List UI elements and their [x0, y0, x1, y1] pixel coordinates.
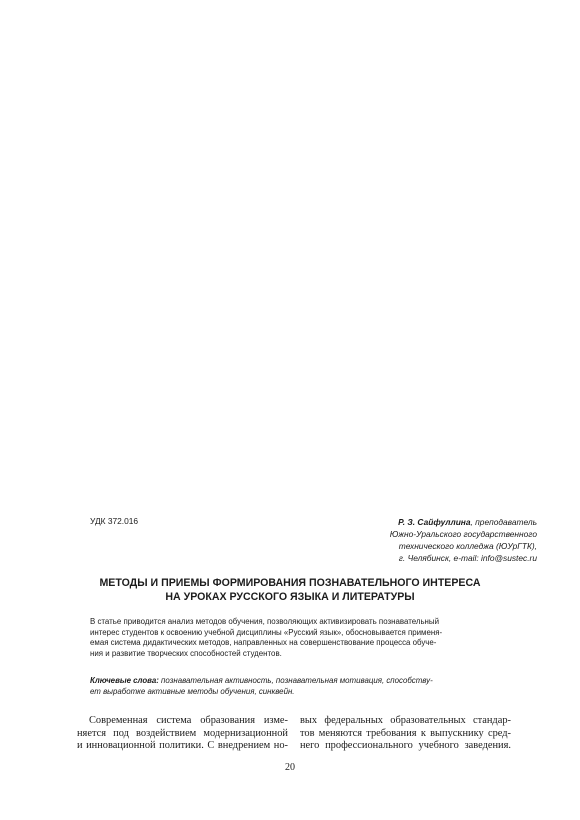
body-line: няется под воздействием модернизационной [77, 727, 288, 739]
body-line: тов меняются требования к выпускнику сред- [300, 727, 511, 739]
body-line: вых федеральных образовательных стандар- [300, 715, 511, 726]
author-affiliation-2: технического колледжа (ЮУрГТК), [398, 541, 537, 551]
keywords-label: Ключевые слова: [90, 676, 159, 685]
title-line: НА УРОКАХ РУССКОГО ЯЗЫКА И ЛИТЕРАТУРЫ [165, 591, 415, 603]
abstract-line: интерес студентов к освоению учебной дисциплины «Русский язык», обосновывается применя- [90, 627, 443, 637]
body-line: Современная система образования изме- [89, 715, 288, 726]
keywords-line: ет выработке активные методы обучения, синквейн. [90, 686, 295, 696]
title-line: МЕТОДЫ И ПРИЕМЫ ФОРМИРОВАНИЯ ПОЗНАВАТЕЛЬНОГО ИНТЕРЕСА [99, 577, 481, 589]
udk-code: УДК 372.016 [90, 516, 139, 526]
abstract-line: ния и развитие творческих способностей студентов. [90, 648, 282, 658]
body-line: него профессионального учебного заведения. [300, 740, 511, 752]
article-title [60, 576, 520, 604]
abstract-line: емая система дидактических методов, направленных на совершенствование процесса обуче- [90, 638, 437, 648]
body-column-right [300, 715, 511, 753]
body-line: и инновационной политики. С внедрением но- [77, 740, 288, 752]
page-number: 20 [285, 762, 295, 773]
author-position: , преподаватель [470, 517, 537, 527]
author-line [277, 516, 537, 528]
author-affiliation-1: Южно-Уральского государственного [389, 529, 537, 539]
body-column-left [77, 715, 288, 753]
author-city-email: г. Челябинск, e-mail: info@sustec.ru [398, 553, 537, 563]
author-block [277, 516, 537, 564]
keywords-line [90, 676, 495, 687]
keywords [90, 676, 495, 697]
keywords-text: познавательная активность, познавательная мотивация, способству- [158, 676, 433, 685]
abstract-line: В статье приводится анализ методов обучения, позволяющих активизировать познавательный [90, 617, 439, 626]
author-name: Р. З. Сайфуллина [398, 517, 471, 527]
abstract [90, 617, 495, 659]
